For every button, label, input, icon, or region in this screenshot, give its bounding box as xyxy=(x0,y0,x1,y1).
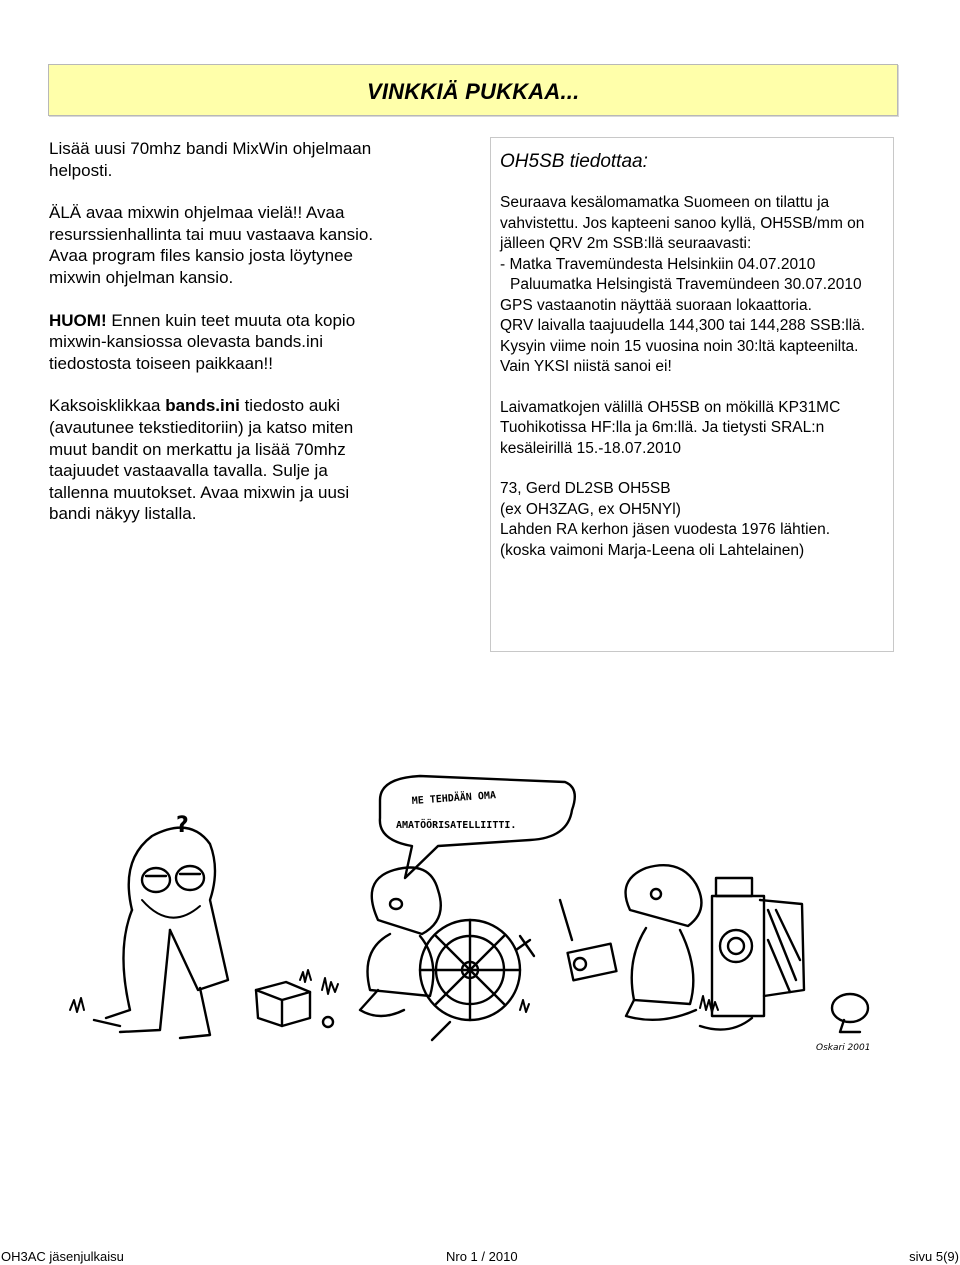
warning-text: Ennen kuin teet muuta ota kopio mixwin-kansiossa olevasta bands.ini tiedostosta toiseen paikkaan!! xyxy=(49,310,356,373)
notice-line: Paluumatka Helsingistä Travemündeen 30.07.2010 xyxy=(510,276,862,293)
notice-line: Kysyin viime noin 15 vuosina noin 30:ltä kapteenilta. Vain YKSI niistä sanoi ei! xyxy=(500,337,859,375)
speech-text-line1: ME TEHDÄÄN OMA xyxy=(411,790,497,807)
footer-issue: Nro 1 / 2010 xyxy=(446,1249,518,1264)
edit-text-pre: Kaksoisklikkaa xyxy=(49,396,166,416)
speech-text-line2: AMATÖÖRISATELLIITTI. xyxy=(396,820,517,831)
signature-line: (ex OH3ZAG, ex OH5NYl) xyxy=(500,500,681,518)
notice-title: OH5SB tiedottaa: xyxy=(500,151,648,172)
tip-step-edit xyxy=(49,395,379,525)
signature-line: 73, Gerd DL2SB OH5SB xyxy=(500,480,671,497)
notice-line: QRV laivalla taajuudella 144,300 tai 144,288 SSB:llä. xyxy=(500,317,866,334)
tip-step-open-folder: ÄLÄ avaa mixwin ohjelmaa vielä!! Avaa resurssienhallinta tai muu vastaava kansio. Avaa program files kansio josta löytynee mixwin ohjelman kansio. xyxy=(49,203,374,287)
toolbox xyxy=(256,982,310,1026)
artist-signature: Oskari 2001 xyxy=(816,1043,871,1053)
notice-line: - Matka Travemündesta Helsinkiin 04.07.2010 xyxy=(500,255,816,273)
notice-body xyxy=(500,193,890,561)
warning-label: HUOM! xyxy=(49,310,107,330)
question-mark: ? xyxy=(176,813,189,838)
notice-line: Seuraava kesälomamatka Suomeen on tilattu ja vahvistettu. Jos kapteeni sanoo kyllä, OH5SB/mm on jälleen QRV 2m SSB:llä seuraavasti: xyxy=(500,194,865,252)
notice-paragraph: Laivamatkojen välillä OH5SB on mökillä KP31MC Tuohikotissa HF:lla ja 6m:llä. Ja tietysti SRAL:n kesäleirillä 15.-18.07.2010 xyxy=(500,398,841,457)
left-character xyxy=(94,828,228,1038)
tip-warning xyxy=(49,310,379,375)
small-dish xyxy=(832,994,868,1032)
signature-line: Lahden RA kerhon jäsen vuodesta 1976 lähtien. xyxy=(500,521,831,538)
edit-text-rest: tiedosto auki (avautunee tekstieditoriin) ja katso miten muut bandit on merkattu ja lisää 70mhz taajuudet vastaavalla tavalla. Sulje ja tallenna muutokset. Avaa mixwin ja uusi bandi näkyy listalla. xyxy=(49,396,354,524)
grass xyxy=(70,970,718,1012)
tip-intro: Lisää uusi 70mhz bandi MixWin ohjelmaan helposti. xyxy=(49,139,372,180)
footer-publication: OH3AC jäsenjulkaisu xyxy=(1,1249,124,1264)
screwdriver xyxy=(323,1017,450,1040)
satellite-dish xyxy=(420,920,534,1020)
signature-line: (koska vaimoni Marja-Leena oli Lahtelainen) xyxy=(500,541,805,559)
notice-line: GPS vastaanotin näyttää suoraan lokaattoria. xyxy=(500,296,812,314)
transmitter xyxy=(700,878,804,1030)
footer-page-number: sivu 5(9) xyxy=(909,1249,959,1264)
banner-title: VINKKIÄ PUKKAA... xyxy=(367,79,580,104)
right-character xyxy=(560,865,701,1020)
satellite-cartoon xyxy=(60,760,900,1060)
bands-ini-filename: bands.ini xyxy=(165,396,240,416)
mixwin-tip-column xyxy=(49,138,379,525)
